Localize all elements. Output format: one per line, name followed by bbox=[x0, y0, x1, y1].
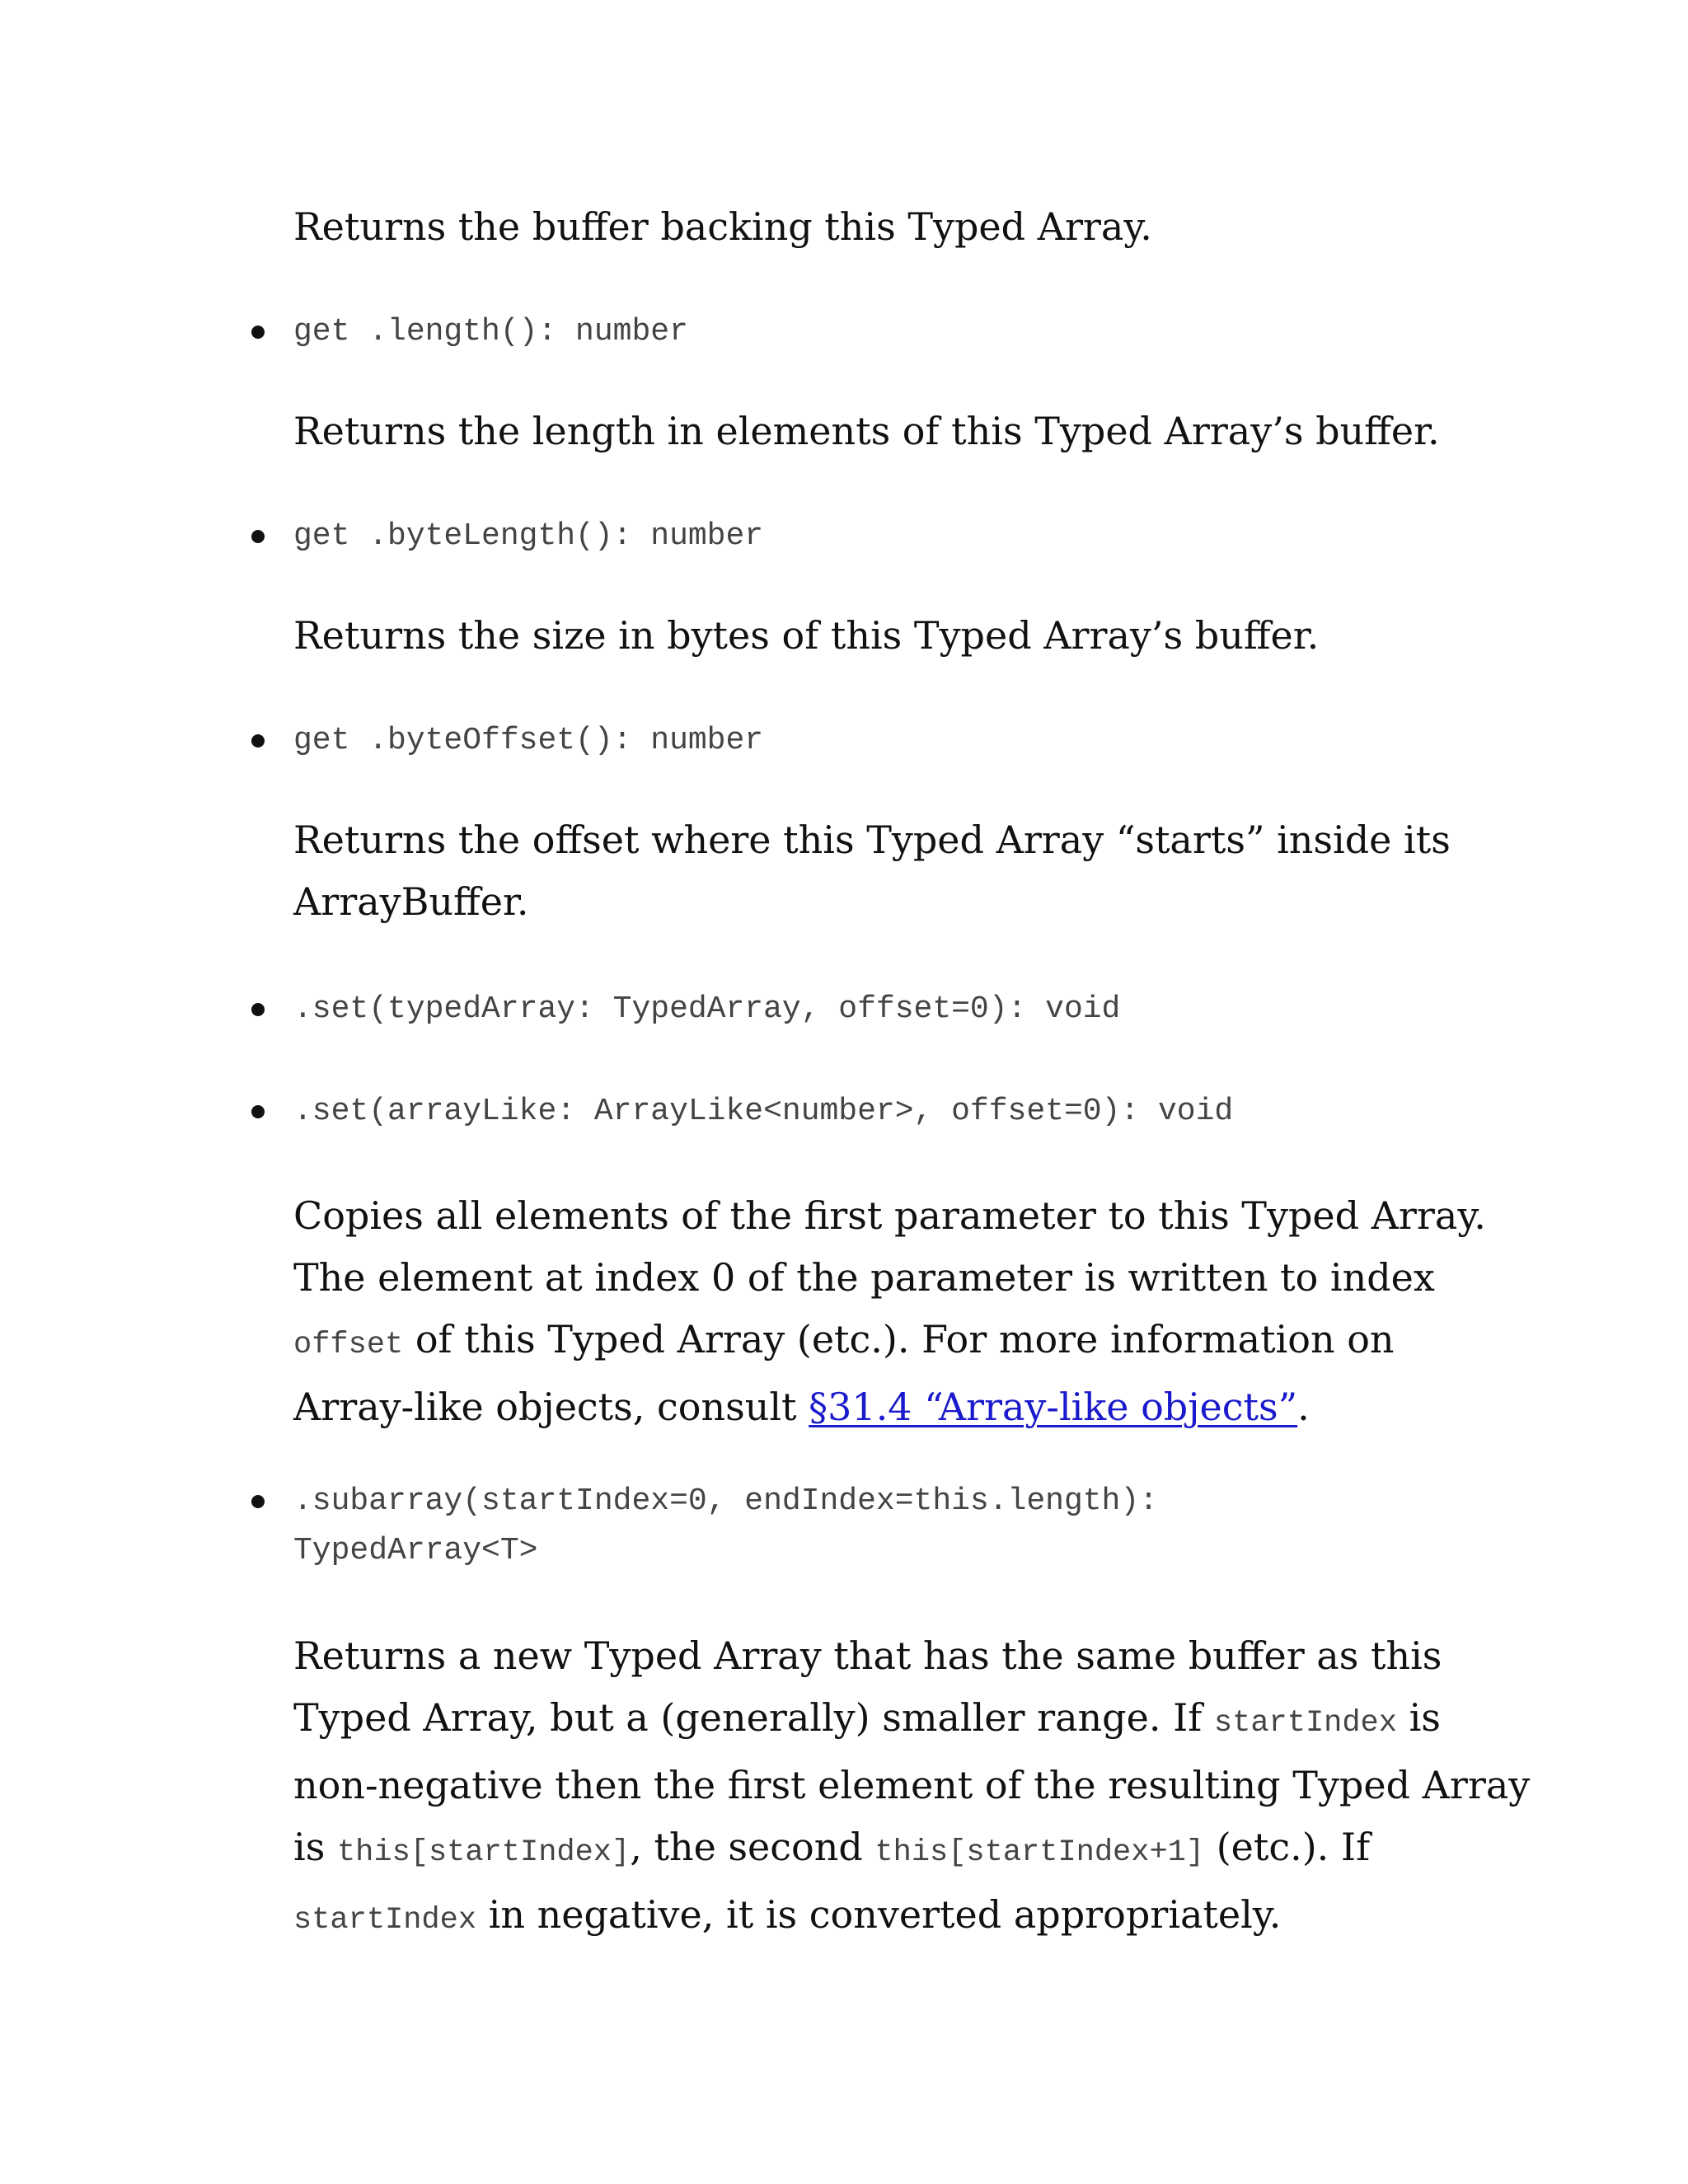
description-bytelength: Returns the size in bytes of this Typed Array’s buffer. bbox=[293, 613, 1320, 658]
inline-code-startindex: startIndex bbox=[293, 1903, 477, 1938]
bullet-icon bbox=[251, 326, 265, 339]
description-set: Copies all elements of the first parameter to this Typed Array. The element at index 0 of the parameter is written to index offset of this Typed Array (etc.). For more information on Array-like objects, consult §31.4 “Array-like objects”. bbox=[293, 1193, 1486, 1429]
bullet-icon bbox=[251, 1003, 265, 1016]
signature-set-arraylike: .set(arrayLike: ArrayLike<number>, offset=0): void bbox=[293, 1094, 1234, 1129]
signature-set-typedarray: .set(typedArray: TypedArray, offset=0): void bbox=[293, 991, 1121, 1027]
inline-code-this-startindex-plus-one: this[startIndex+1] bbox=[874, 1835, 1205, 1870]
description-subarray: Returns a new Typed Array that has the same buffer as this Typed Array, but a (generally) smaller range. If startIndex is non-negative then the first element of the resulting Typed Array is this[startIndex], the second this[startIndex+1] (etc.). If startIndex in negative, it is converted appropriately. bbox=[293, 1633, 1531, 1938]
description-length: Returns the length in elements of this Typed Array’s buffer. bbox=[293, 409, 1440, 453]
bullet-icon bbox=[251, 734, 265, 748]
signature-length: get .length(): number bbox=[293, 314, 688, 349]
intro-paragraph bbox=[293, 196, 1464, 258]
bullet-icon bbox=[251, 1495, 265, 1508]
bullet-icon bbox=[251, 1105, 265, 1118]
inline-code-startindex: startIndex bbox=[1213, 1706, 1397, 1741]
description-byteoffset: Returns the offset where this Typed Array “starts” inside its ArrayBuffer. bbox=[293, 818, 1451, 924]
array-like-objects-link[interactable]: §31.4 “Array-like objects” bbox=[809, 1385, 1298, 1429]
inline-code-this-startindex: this[startIndex] bbox=[336, 1835, 631, 1870]
intro-text: Returns the buffer backing this Typed Array. bbox=[293, 204, 1152, 249]
signature-subarray: .subarray(startIndex=0, endIndex=this.length): TypedArray<T> bbox=[293, 1483, 1158, 1568]
signature-byteoffset: get .byteOffset(): number bbox=[293, 723, 764, 758]
bullet-icon bbox=[251, 530, 265, 543]
signature-bytelength: get .byteLength(): number bbox=[293, 518, 764, 554]
inline-code-offset: offset bbox=[293, 1328, 404, 1362]
